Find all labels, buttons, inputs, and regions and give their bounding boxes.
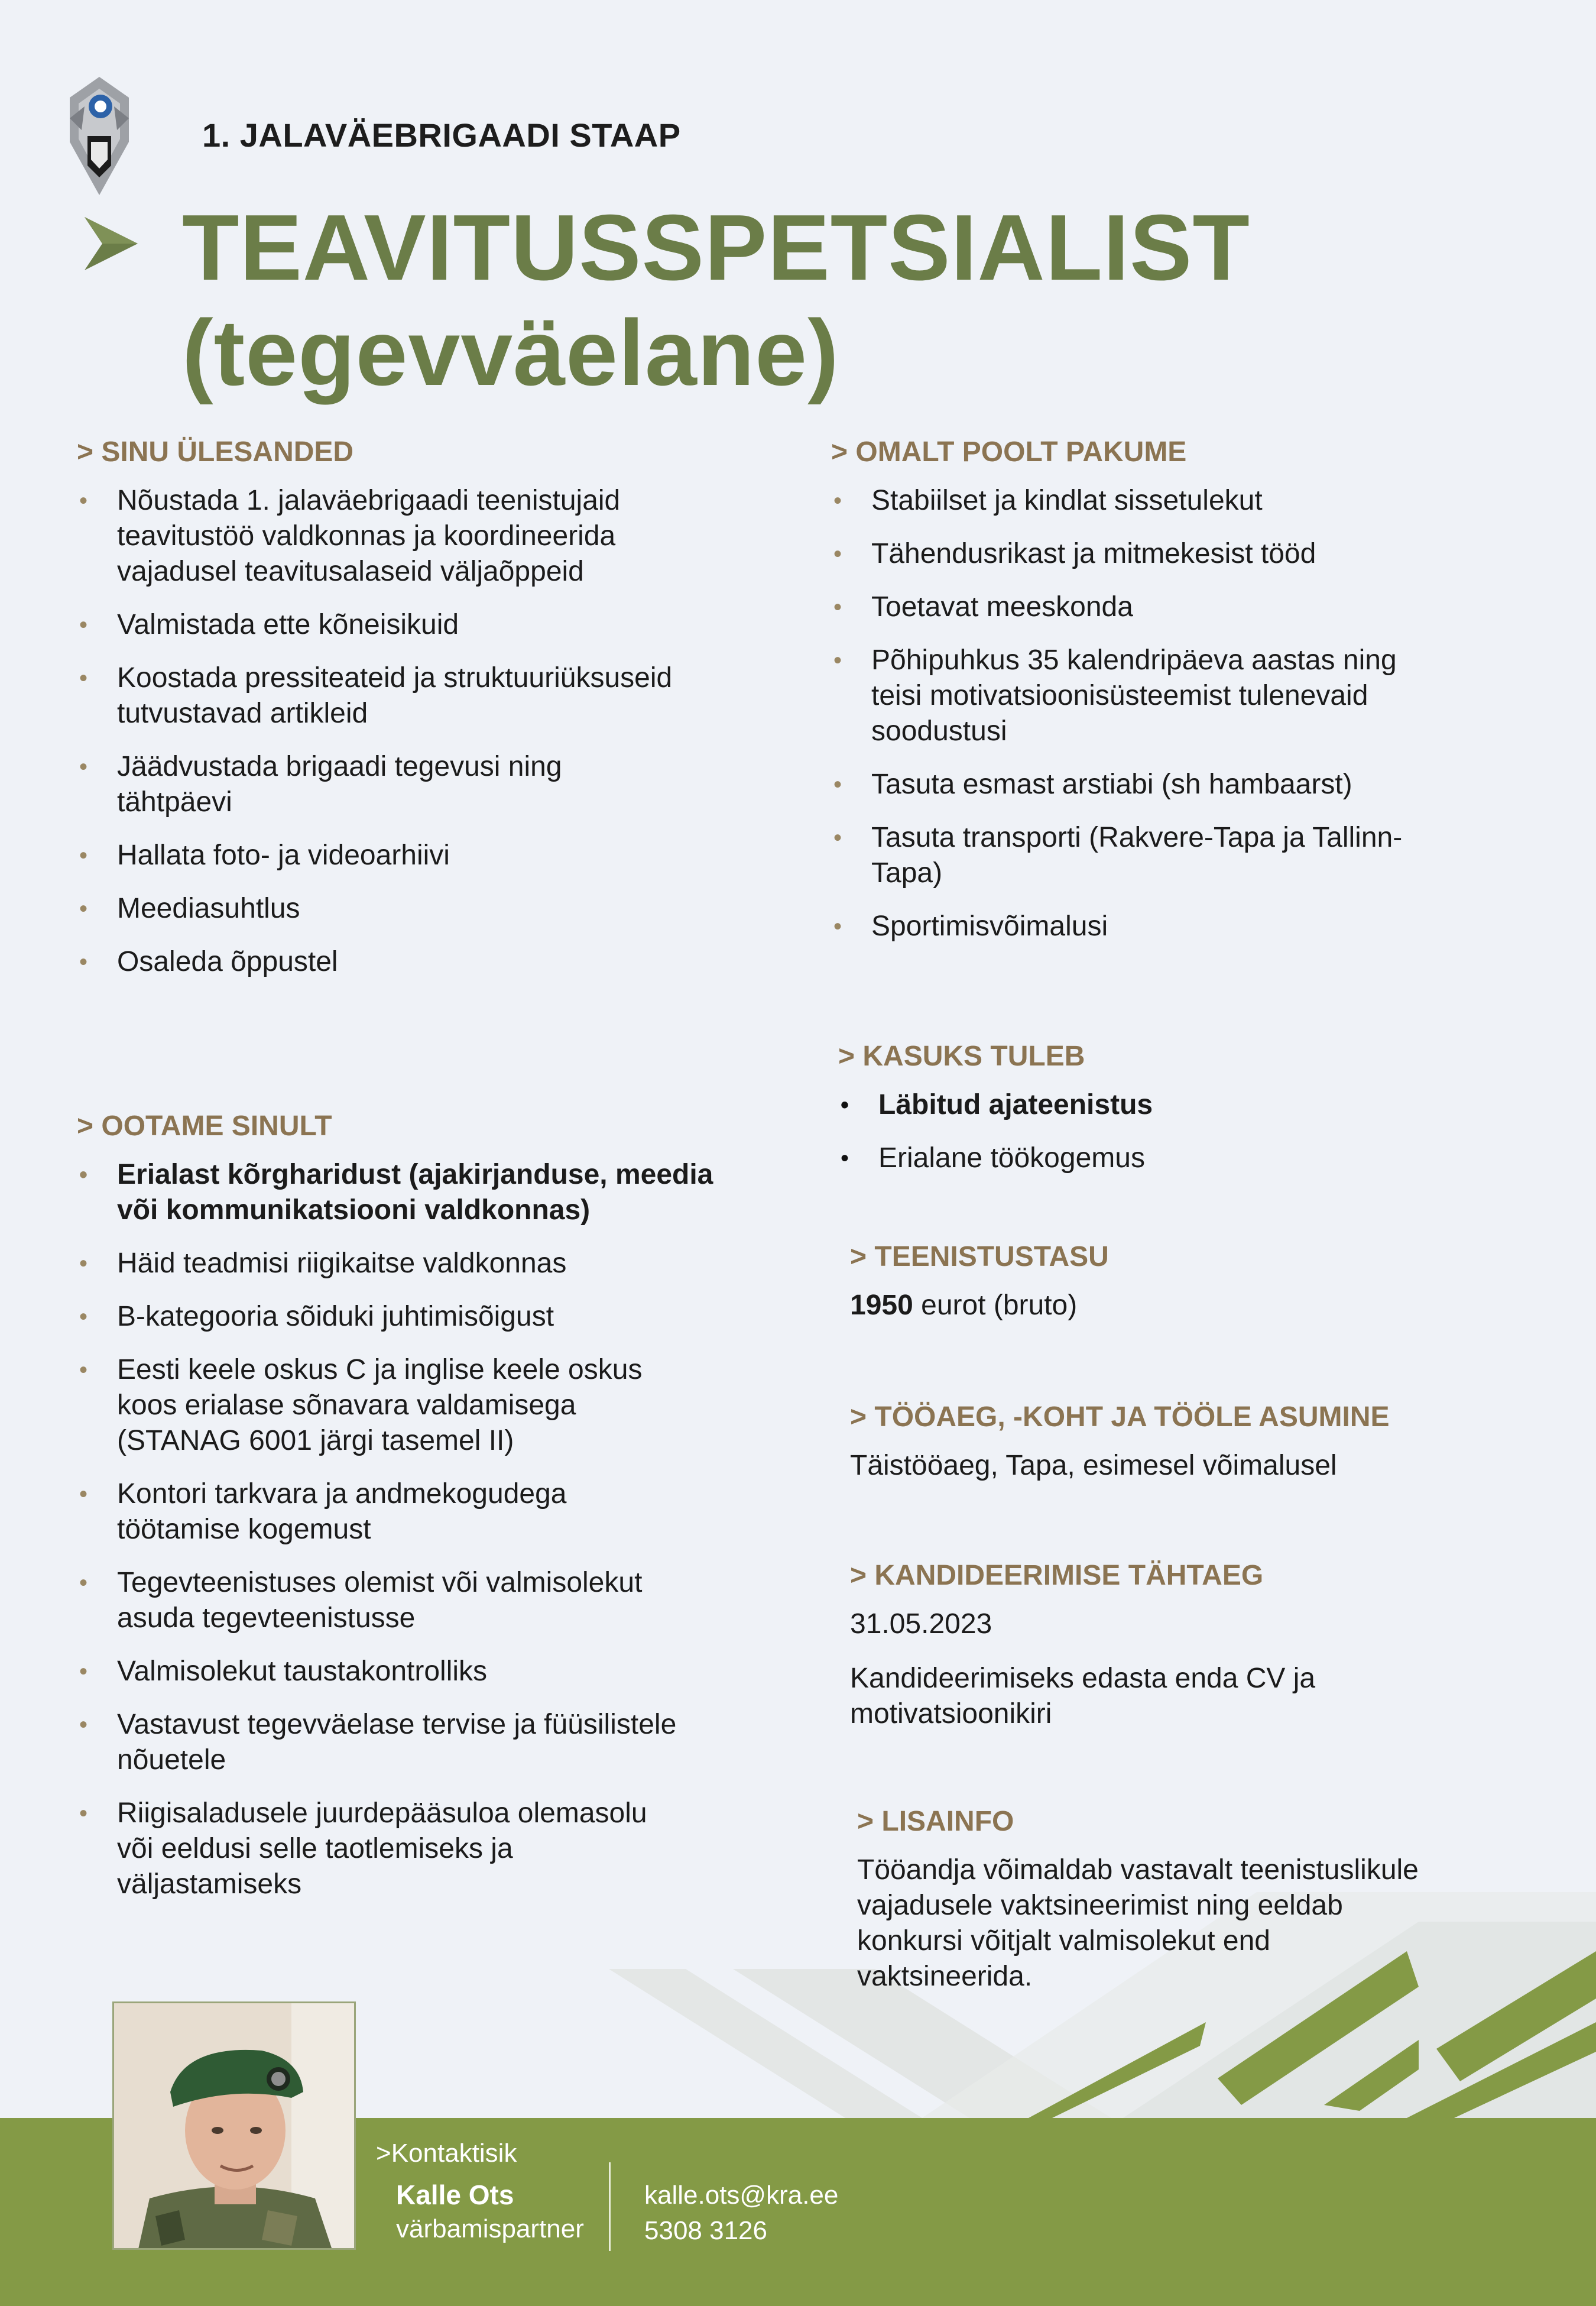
bullet-icon: • <box>841 1145 849 1171</box>
list-item-line: Tähendusrikast ja mitmekesist tööd <box>871 538 1316 569</box>
bullet-icon: • <box>79 612 88 638</box>
list-item-line: Läbitud ajateenistus <box>878 1089 1153 1120</box>
list-item-line: Stabiilset ja kindlat sissetulekut <box>871 485 1263 516</box>
list-item-line: Põhipuhkus 35 kalendripäeva aastas ning <box>871 644 1397 676</box>
list-item <box>831 590 1493 625</box>
list-item-line: Valmisolekut taustakontrolliks <box>117 1656 488 1687</box>
list-item <box>831 820 1493 891</box>
bullet-icon: • <box>79 1304 88 1330</box>
duties-list <box>77 483 763 980</box>
bullet-icon: • <box>79 1357 88 1383</box>
list-item <box>77 1352 763 1459</box>
offer-heading: > OMALT POOLT PAKUME <box>831 436 1187 468</box>
brigade-emblem-icon <box>64 71 135 201</box>
list-item-line: Tasuta transporti (Rakvere-Tapa ja Tallinn- <box>871 822 1403 853</box>
list-item <box>77 483 763 590</box>
salary-heading: > TEENISTUSTASU <box>850 1241 1109 1272</box>
list-item-line: koos erialase sõnavara valdamisega <box>117 1390 576 1421</box>
bullet-icon: • <box>79 754 88 780</box>
salary-amount: 1950 <box>850 1290 913 1321</box>
list-item <box>77 1796 763 1902</box>
info-line: Tööandja võimaldab vastavalt teenistuslikule <box>857 1854 1419 1886</box>
list-item <box>77 660 763 731</box>
list-item-line: tutvustavad artikleid <box>117 698 368 729</box>
list-item <box>831 767 1493 802</box>
bullet-icon: • <box>79 949 88 975</box>
list-item <box>77 1565 763 1636</box>
deadline-heading: > KANDIDEERIMISE TÄHTAEG <box>850 1560 1264 1591</box>
organization-name: 1. JALAVÄEBRIGAADI STAAP <box>202 116 681 154</box>
info-heading: > LISAINFO <box>857 1806 1014 1837</box>
bullet-icon: • <box>79 1570 88 1596</box>
list-item-line: Nõustada 1. jalaväebrigaadi teenistujaid <box>117 485 621 516</box>
list-item-line: Jäädvustada brigaadi tegevusi ning <box>117 751 562 782</box>
contact-label: >Kontaktisik <box>376 2139 517 2168</box>
list-item <box>77 1476 763 1547</box>
contact-photo <box>112 2001 356 2250</box>
worktime-heading: > TÖÖAEG, -KOHT JA TÖÖLE ASUMINE <box>850 1401 1390 1433</box>
list-item <box>77 607 763 643</box>
bullet-icon: • <box>833 541 842 567</box>
advantage-list <box>838 1087 1488 1176</box>
info-text <box>857 1852 1496 1994</box>
bullet-icon: • <box>79 843 88 869</box>
list-item-line: Vastavust tegevväelase tervise ja füüsilistele <box>117 1709 677 1740</box>
bullet-icon: • <box>79 1712 88 1738</box>
bullet-icon: • <box>841 1092 849 1118</box>
list-item-line: Toetavat meeskonda <box>871 591 1133 623</box>
info-section <box>857 1804 1496 1994</box>
list-item <box>838 1087 1488 1123</box>
list-item <box>831 483 1493 519</box>
info-line: vajadusele vaktsineerimist ning eeldab <box>857 1890 1343 1921</box>
list-item <box>77 944 763 980</box>
bullet-icon: • <box>833 647 842 673</box>
requirements-list <box>77 1157 763 1902</box>
offer-list <box>831 483 1493 944</box>
contact-portrait-icon <box>114 2003 356 2250</box>
contact-phone[interactable]: 5308 3126 <box>644 2216 767 2245</box>
list-item-line: (STANAG 6001 järgi tasemel II) <box>117 1425 514 1456</box>
list-item-line: või kommunikatsiooni valdkonnas) <box>117 1194 591 1226</box>
bullet-icon: • <box>833 594 842 620</box>
salary-suffix: eurot (bruto) <box>913 1290 1078 1321</box>
requirements-heading: > OOTAME SINULT <box>77 1110 332 1142</box>
offer-section <box>831 435 1493 962</box>
contact-email-link[interactable]: kalle.ots@kra.ee <box>644 2181 839 2210</box>
contact-role: värbamispartner <box>396 2214 584 2243</box>
salary-section <box>850 1239 1488 1323</box>
bullet-icon: • <box>79 1251 88 1277</box>
list-item-line: teavitustöö valdkonnas ja koordineerida <box>117 520 616 552</box>
bullet-icon: • <box>833 772 842 798</box>
list-item-line: Sportimisvõimalusi <box>871 911 1108 942</box>
deadline-section <box>850 1558 1488 1732</box>
worktime-text: Täistööaeg, Tapa, esimesel võimalusel <box>850 1450 1337 1481</box>
bullet-icon: • <box>79 1481 88 1507</box>
list-item-line: töötamise kogemust <box>117 1514 371 1545</box>
bullet-icon: • <box>79 1659 88 1685</box>
list-item-line: Tapa) <box>871 857 943 889</box>
list-item-line: Tegevteenistuses olemist või valmisolekut <box>117 1567 643 1598</box>
advantage-heading: > KASUKS TULEB <box>838 1041 1085 1072</box>
list-item <box>77 1707 763 1778</box>
list-item-line: nõuetele <box>117 1744 226 1776</box>
advantage-section <box>838 1039 1488 1194</box>
list-item <box>831 536 1493 572</box>
list-item-line: Kontori tarkvara ja andmekogudega <box>117 1478 567 1510</box>
info-line: vaktsineerida. <box>857 1961 1033 1992</box>
list-item-line: Riigisaladusele juurdepääsuloa olemasolu <box>117 1797 647 1829</box>
list-item-line: vajadusel teavitusalaseid väljaõppeid <box>117 556 584 587</box>
list-item-line: soodustusi <box>871 715 1007 747</box>
deadline-note <box>850 1661 1488 1732</box>
job-title-line2: (tegevväelane) <box>182 301 839 405</box>
worktime-section <box>850 1400 1488 1484</box>
bullet-icon: • <box>833 488 842 514</box>
list-item-line: Hallata foto- ja videoarhiivi <box>117 840 450 871</box>
list-item-line: Erialane töökogemus <box>878 1142 1145 1174</box>
bullet-icon: • <box>79 1162 88 1188</box>
job-title <box>182 195 1250 406</box>
list-item-line: või eeldusi selle taotlemiseks ja <box>117 1833 513 1864</box>
bullet-icon: • <box>79 1800 88 1826</box>
list-item-line: väljastamiseks <box>117 1868 302 1900</box>
list-item <box>831 909 1493 944</box>
list-item <box>831 643 1493 749</box>
bullet-icon: • <box>79 488 88 514</box>
list-item-line: teisi motivatsioonisüsteemist tulenevaid <box>871 680 1368 711</box>
list-item-line: Osaleda õppustel <box>117 946 338 977</box>
deadline-note-line1: Kandideerimiseks edasta enda CV ja <box>850 1663 1316 1694</box>
contact-name: Kalle Ots <box>396 2179 514 2210</box>
list-item-line: Häid teadmisi riigikaitse valdkonnas <box>117 1248 567 1279</box>
list-item-line: Meediasuhtlus <box>117 893 300 924</box>
list-item-line: Eesti keele oskus C ja inglise keele oskus <box>117 1354 643 1385</box>
list-item <box>77 838 763 873</box>
list-item <box>77 1246 763 1281</box>
requirements-section <box>77 1109 763 1920</box>
contact-divider <box>609 2162 611 2251</box>
duties-heading: > SINU ÜLESANDED <box>77 436 354 468</box>
arrow-bullet-icon <box>82 214 141 273</box>
list-item-line: tähtpäevi <box>117 786 232 818</box>
list-item-line: B-kategooria sõiduki juhtimisõigust <box>117 1301 554 1332</box>
list-item <box>77 1299 763 1335</box>
bullet-icon: • <box>79 665 88 691</box>
info-line: konkursi võitjalt valmisolekut end <box>857 1925 1270 1957</box>
list-item <box>838 1141 1488 1176</box>
bullet-icon: • <box>833 914 842 940</box>
salary-text <box>850 1288 1488 1323</box>
list-item <box>77 891 763 927</box>
list-item-line: asuda tegevteenistusse <box>117 1602 416 1634</box>
list-item <box>77 1157 763 1228</box>
job-title-line1: TEAVITUSSPETSIALIST <box>182 196 1250 300</box>
list-item <box>77 749 763 820</box>
list-item-line: Koostada pressiteateid ja struktuuriüksuseid <box>117 662 673 694</box>
deadline-date: 31.05.2023 <box>850 1608 992 1640</box>
list-item <box>77 1654 763 1689</box>
list-item-line: Tasuta esmast arstiabi (sh hambaarst) <box>871 769 1352 800</box>
duties-section <box>77 435 763 997</box>
list-item-line: Erialast kõrgharidust (ajakirjanduse, meedia <box>117 1159 713 1190</box>
deadline-note-line2: motivatsioonikiri <box>850 1698 1052 1730</box>
bullet-icon: • <box>833 825 842 851</box>
list-item-line: Valmistada ette kõneisikuid <box>117 609 459 640</box>
bullet-icon: • <box>79 896 88 922</box>
